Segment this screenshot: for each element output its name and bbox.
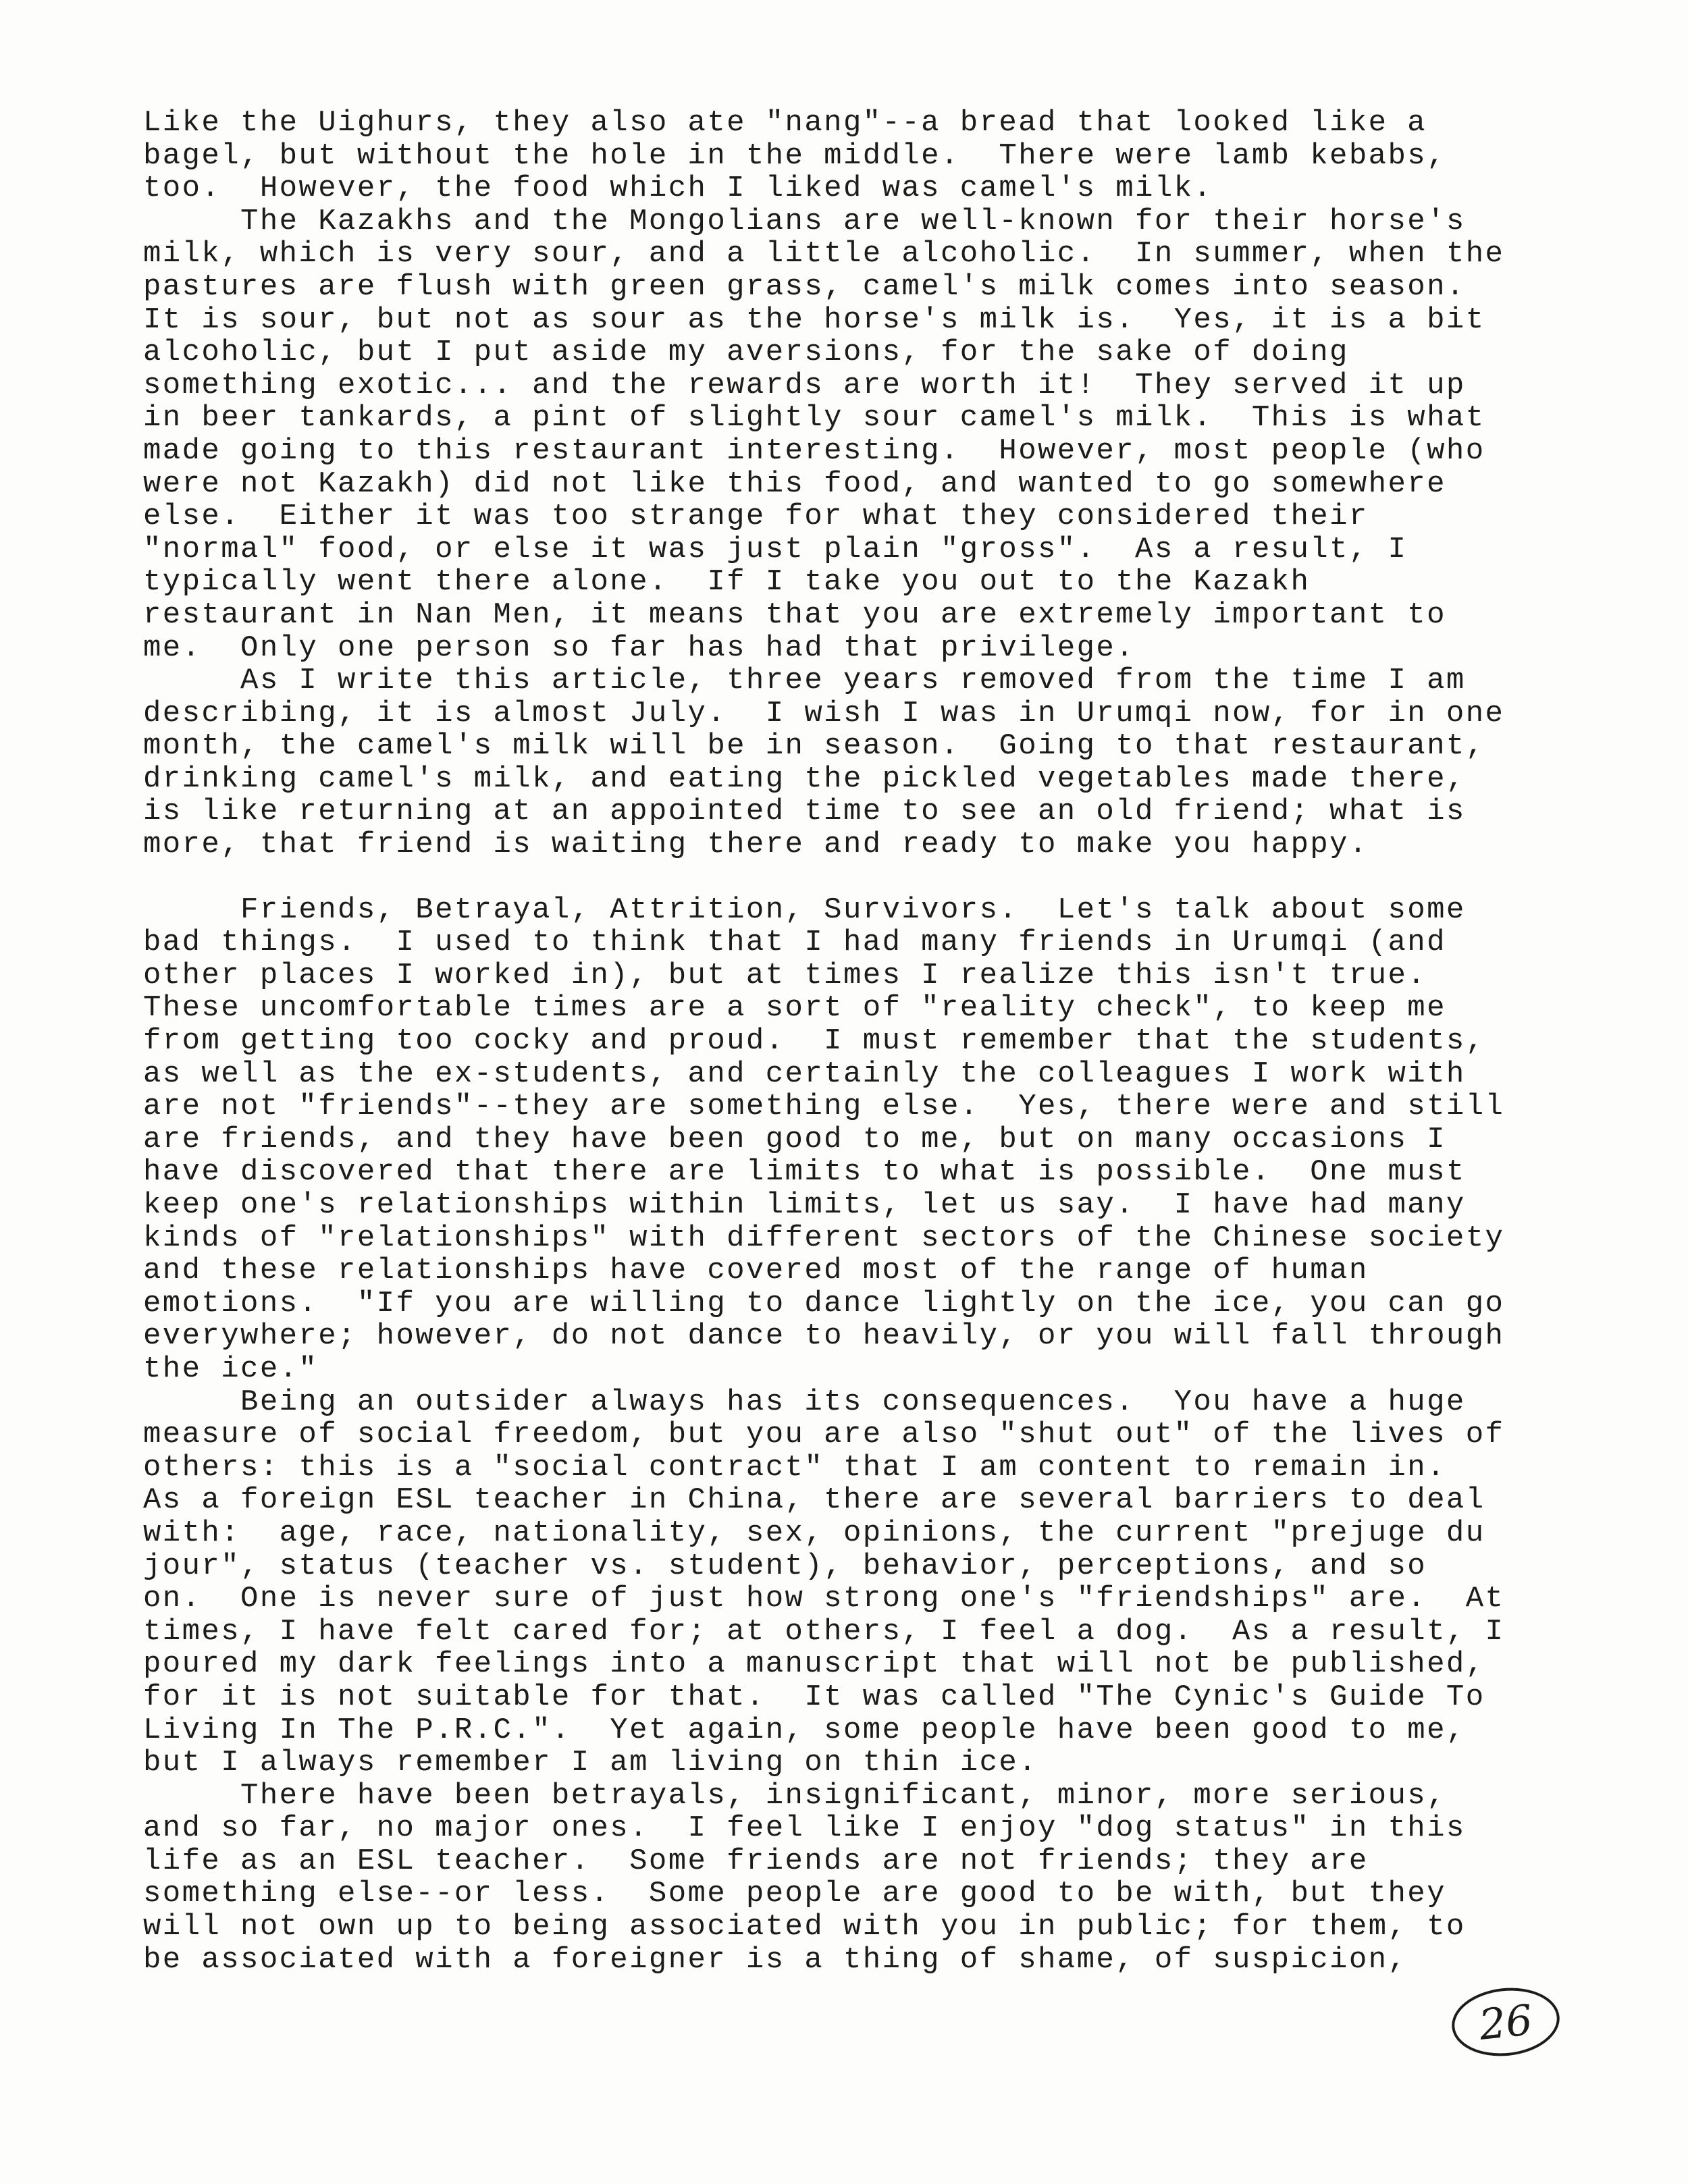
paragraph <box>143 1780 1581 1977</box>
text-line: on. One is never sure of just how strong one's "friendships" are. At <box>143 1582 1505 1616</box>
paragraph <box>143 107 1581 205</box>
text-line: keep one's relationships within limits, let us say. I have had many <box>143 1188 1466 1222</box>
text-line: and so far, no major ones. I feel like I enjoy "dog status" in this <box>143 1811 1466 1846</box>
text-line: is like returning at an appointed time to see an old friend; what is <box>143 795 1466 829</box>
text-line: month, the camel's milk will be in season. Going to that restaurant, <box>143 729 1485 764</box>
text-line: are friends, and they have been good to me, but on many occasions I <box>143 1122 1446 1156</box>
text-line: measure of social freedom, but you are also "shut out" of the lives of <box>143 1418 1505 1452</box>
text-line: as well as the ex-students, and certainly the colleagues I work with <box>143 1057 1466 1091</box>
text-line: alcoholic, but I put aside my aversions, for the sake of doing <box>143 336 1349 370</box>
text-line: It is sour, but not as sour as the horse's milk is. Yes, it is a bit <box>143 302 1485 337</box>
text-line: were not Kazakh) did not like this food, and wanted to go somewhere <box>143 467 1446 501</box>
text-line: drinking camel's milk, and eating the pickled vegetables made there, <box>143 762 1466 796</box>
paragraph <box>143 205 1581 664</box>
text-line: be associated with a foreigner is a thing of shame, of suspicion, <box>143 1942 1408 1977</box>
text-line: As a foreign ESL teacher in China, there are several barriers to deal <box>143 1483 1485 1518</box>
text-line: else. Either it was too strange for what they considered their <box>143 500 1369 534</box>
text-line: something else--or less. Some people are good to be with, but they <box>143 1877 1446 1911</box>
text-line: These uncomfortable times are a sort of "reality check", to keep me <box>143 991 1446 1026</box>
text-line: Living In The P.R.C.". Yet again, some people have been good to me, <box>143 1713 1466 1747</box>
page-number: 26 <box>1448 1983 1563 2061</box>
text-line: typically went there alone. If I take you out to the Kazakh <box>143 565 1311 600</box>
text-line: The Kazakhs and the Mongolians are well-known for their horse's <box>143 204 1466 238</box>
text-line: kinds of "relationships" with different sectors of the Chinese society <box>143 1221 1505 1255</box>
body-text <box>143 107 1581 1976</box>
text-line: with: age, race, nationality, sex, opinions, the current "prejuge du <box>143 1516 1485 1550</box>
text-line: in beer tankards, a pint of slightly sour camel's milk. This is what <box>143 401 1485 435</box>
text-line: are not "friends"--they are something else. Yes, there were and still <box>143 1090 1505 1124</box>
text-line: have discovered that there are limits to what is possible. One must <box>143 1155 1466 1190</box>
text-line: life as an ESL teacher. Some friends are not friends; they are <box>143 1844 1369 1878</box>
text-line: There have been betrayals, insignificant, minor, more serious, <box>143 1778 1446 1813</box>
text-line: others: this is a "social contract" that I am content to remain in. <box>143 1450 1446 1485</box>
text-line: milk, which is very sour, and a little alcoholic. In summer, when the <box>143 237 1505 271</box>
text-line: emotions. "If you are willing to dance lightly on the ice, you can go <box>143 1286 1505 1321</box>
text-line: made going to this restaurant interesting. However, most people (who <box>143 433 1485 468</box>
text-line: and these relationships have covered most of the range of human <box>143 1254 1369 1288</box>
text-line: too. However, the food which I liked was camel's milk. <box>143 171 1213 206</box>
paragraph <box>143 664 1581 861</box>
text-line: more, that friend is waiting there and ready to make you happy. <box>143 828 1369 862</box>
text-line: Friends, Betrayal, Attrition, Survivors. Let's talk about some <box>143 893 1466 927</box>
text-line: Like the Uighurs, they also ate "nang"--a bread that looked like a <box>143 106 1427 140</box>
text-line: As I write this article, three years removed from the time I am <box>143 664 1466 698</box>
text-line: restaurant in Nan Men, it means that you are extremely important to <box>143 597 1446 632</box>
text-line: bad things. I used to think that I had many friends in Urumqi (and <box>143 926 1446 960</box>
text-line: the ice." <box>143 1352 319 1386</box>
text-line: everywhere; however, do not dance to heavily, or you will fall through <box>143 1319 1505 1354</box>
text-line: "normal" food, or else it was just plain "gross". As a result, I <box>143 532 1408 566</box>
paragraph <box>143 894 1581 1386</box>
text-line: but I always remember I am living on thin ice. <box>143 1746 1038 1780</box>
text-line: something exotic... and the rewards are worth it! They served it up <box>143 368 1466 402</box>
text-line: pastures are flush with green grass, camel's milk comes into season. <box>143 269 1466 304</box>
text-line: Being an outsider always has its consequences. You have a huge <box>143 1385 1466 1419</box>
text-line: times, I have felt cared for; at others, I feel a dog. As a result, I <box>143 1614 1505 1649</box>
text-line: other places I worked in), but at times I realize this isn't true. <box>143 958 1427 992</box>
text-line: bagel, but without the hole in the middle. There were lamb kebabs, <box>143 138 1446 173</box>
text-line: for it is not suitable for that. It was called "The Cynic's Guide To <box>143 1680 1485 1714</box>
text-line: describing, it is almost July. I wish I was in Urumqi now, for in one <box>143 696 1505 730</box>
text-line: from getting too cocky and proud. I must remember that the students, <box>143 1024 1485 1059</box>
paragraph <box>143 1386 1581 1780</box>
text-line: poured my dark feelings into a manuscript that will not be published, <box>143 1647 1485 1682</box>
text-line: me. Only one person so far has had that privilege. <box>143 631 1136 665</box>
text-line: jour", status (teacher vs. student), behavior, perceptions, and so <box>143 1549 1427 1583</box>
text-line: will not own up to being associated with you in public; for them, to <box>143 1910 1466 1944</box>
